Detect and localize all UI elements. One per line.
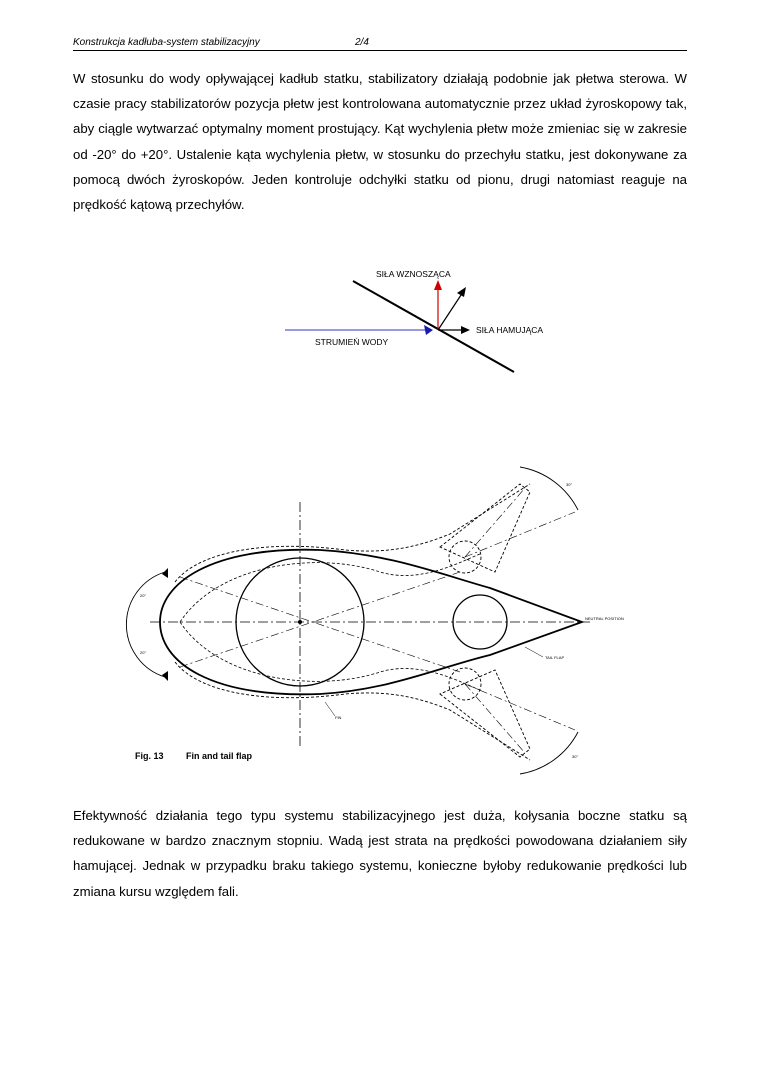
lift-label: SIŁA WZNOSZĄCA	[376, 269, 451, 279]
fin-lobe-lower	[180, 622, 480, 690]
page-header	[73, 37, 687, 51]
diagonal-centerline-1	[180, 577, 460, 672]
fin-leader	[325, 702, 335, 716]
fin-lobe-upper	[180, 554, 480, 622]
header-title: Konstrukcja kadłuba-system stabilizacyjny	[73, 37, 260, 48]
page-number: 2/4	[355, 37, 369, 48]
tail-flap-leader	[525, 647, 543, 657]
lower-flap-centerline	[465, 684, 525, 753]
upper-flap-centerline-b	[465, 512, 575, 557]
neutral-position-label: NEUTRAL POSITION	[585, 616, 624, 621]
shaft-center	[298, 620, 302, 624]
diagonal-centerline-2	[180, 572, 460, 667]
fin-tail-flap-diagram	[120, 462, 640, 782]
resultant-arrow-line	[438, 292, 463, 330]
drag-label: SIŁA HAMUJĄCA	[476, 325, 544, 335]
upper-flap-outline	[440, 484, 530, 572]
flow-label: STRUMIEŃ WODY	[315, 337, 389, 347]
figure-caption: Fin and tail flap	[186, 751, 253, 761]
paragraph-intro: W stosunku do wody opływającej kadłub statku, stabilizatory działają podobnie jak płetwa sterowa. W czasie pracy stabilizatorów pozycja płetw jest kontrolowana automatycznie przez układ żyroskopowy tak, aby ciągle wytwarzać optymalny moment prostujący. Kąt wychylenia płetw może zmieniac się w zakresie od -20° do +20°. Ustalenie kąta wychylenia płetw, w stosunku do przechyłu statku, jest dokonywane za pomocą dwóch żyroskopów. Jeden kontroluje odchyłki statku od pionu, drugi natomiast reaguje na prędkość kątową przechyłów.	[73, 71, 687, 213]
figure-number: Fig. 13	[135, 751, 164, 761]
lower-flap-outline	[440, 670, 530, 757]
drag-arrowhead	[461, 326, 470, 334]
angle-label-left-top: 20°	[140, 593, 147, 598]
paragraph-efficiency: Efektywność działania tego typu systemu stabilizacyjnego jest duża, kołysania boczne statku są redukowane w bardzo znacznym stopniu. Wadą jest strata na prędkości powodowana działaniem siły hamującej. Jednak w przypadku braku takiego systemu, konieczne byłoby redukowanie prędkości lub zmiana kursu względem fali.	[73, 808, 687, 899]
angle-label-bottom-right: 30°	[572, 754, 579, 759]
angle-arc-bottom-right	[520, 732, 578, 774]
lift-arrowhead	[434, 280, 442, 290]
fin-outline-deflected-down	[175, 662, 530, 760]
lower-flap-centerline-b	[465, 684, 575, 730]
tail-flap-label: TAIL FLAP	[545, 655, 565, 660]
force-diagram	[280, 262, 580, 377]
angle-arc-top-right	[520, 467, 578, 510]
resultant-arrowhead	[457, 287, 466, 297]
angle-label-left-bottom: 20°	[140, 650, 147, 655]
upper-flap-centerline	[465, 488, 525, 557]
fin-label: FIN	[335, 715, 342, 720]
angle-label-top-right: 30°	[566, 482, 573, 487]
